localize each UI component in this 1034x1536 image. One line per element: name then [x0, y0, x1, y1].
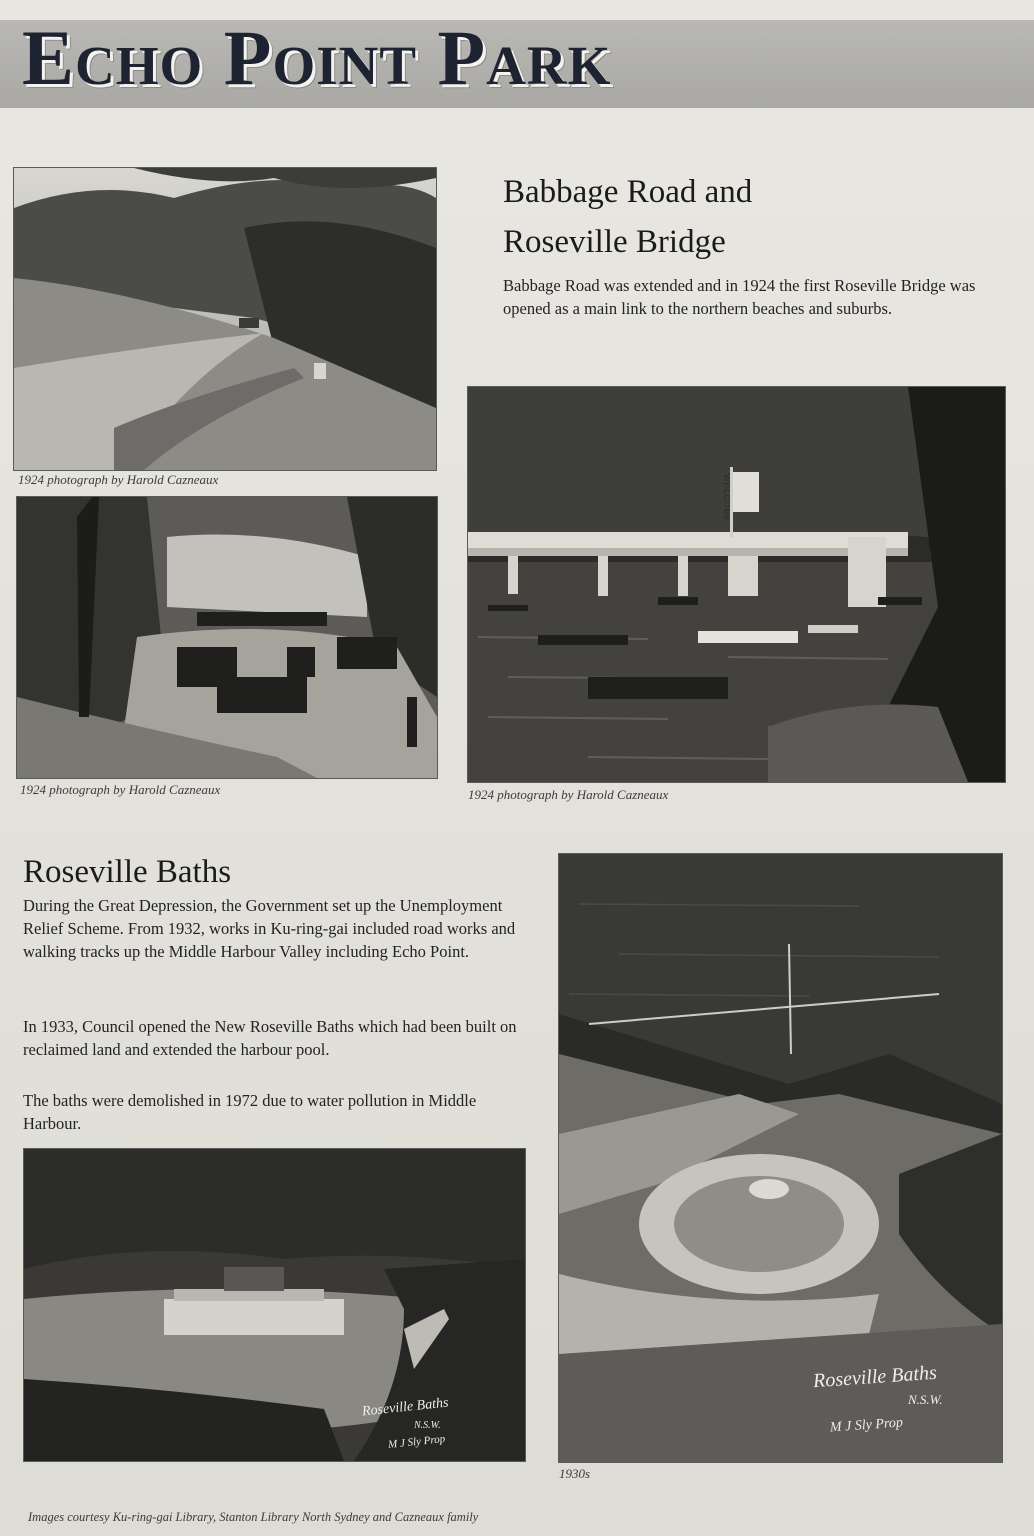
- bridge-banner-text: WELCOME: [722, 474, 731, 523]
- baths-large-signature-line1: Roseville Baths: [812, 1361, 938, 1393]
- image-credits-footer: Images courtesy Ku-ring-gai Library, Stanton Library North Sydney and Cazneaux family: [28, 1510, 479, 1524]
- baths-large-signature-line3: M J Sly Prop: [829, 1415, 904, 1436]
- section-text-baths-para2: In 1933, Council opened the New Roseville Baths which had been built on reclaimed land and extended the harbour pool.: [23, 1017, 517, 1059]
- section-heading-babbage-line2: Roseville Bridge: [503, 224, 726, 260]
- section-text-baths-para1: During the Great Depression, the Government set up the Unemployment Relief Scheme. From 1932, works in Ku-ring-gai included road works and walking tracks up the Middle Harbour Valley including Echo Point.: [23, 896, 516, 961]
- section-heading-roseville-baths: Roseville Baths: [23, 854, 232, 890]
- caption-photo-bridge: 1924 photograph by Harold Cazneaux: [468, 787, 669, 802]
- photo-roseville-bridge: [468, 387, 1005, 782]
- photo-roseville-baths-distant: [24, 1149, 525, 1461]
- caption-photo-baths-aerial: 1930s: [559, 1466, 591, 1481]
- section-text-baths-para3: The baths were demolished in 1972 due to water pollution in Middle Harbour.: [23, 1091, 477, 1133]
- caption-photo-crowd: 1924 photograph by Harold Cazneaux: [20, 782, 221, 797]
- page-title: Echo Point Park: [22, 14, 612, 101]
- baths-small-signature-line2: N.S.W.: [414, 1420, 441, 1431]
- baths-large-signature-line2: N.S.W.: [908, 1392, 943, 1407]
- photo-crowd-cars: [17, 497, 437, 778]
- section-text-babbage: Babbage Road was extended and in 1924 the first Roseville Bridge was opened as a main link to the northern beaches and suburbs.: [503, 276, 976, 318]
- section-heading-babbage-line1: Babbage Road and: [503, 174, 753, 210]
- photo-babbage-road: [14, 168, 436, 470]
- baths-small-signature-line1: Roseville Baths: [361, 1395, 450, 1420]
- caption-photo-road: 1924 photograph by Harold Cazneaux: [18, 472, 219, 487]
- baths-small-signature-line3: M J Sly Prop: [387, 1433, 446, 1451]
